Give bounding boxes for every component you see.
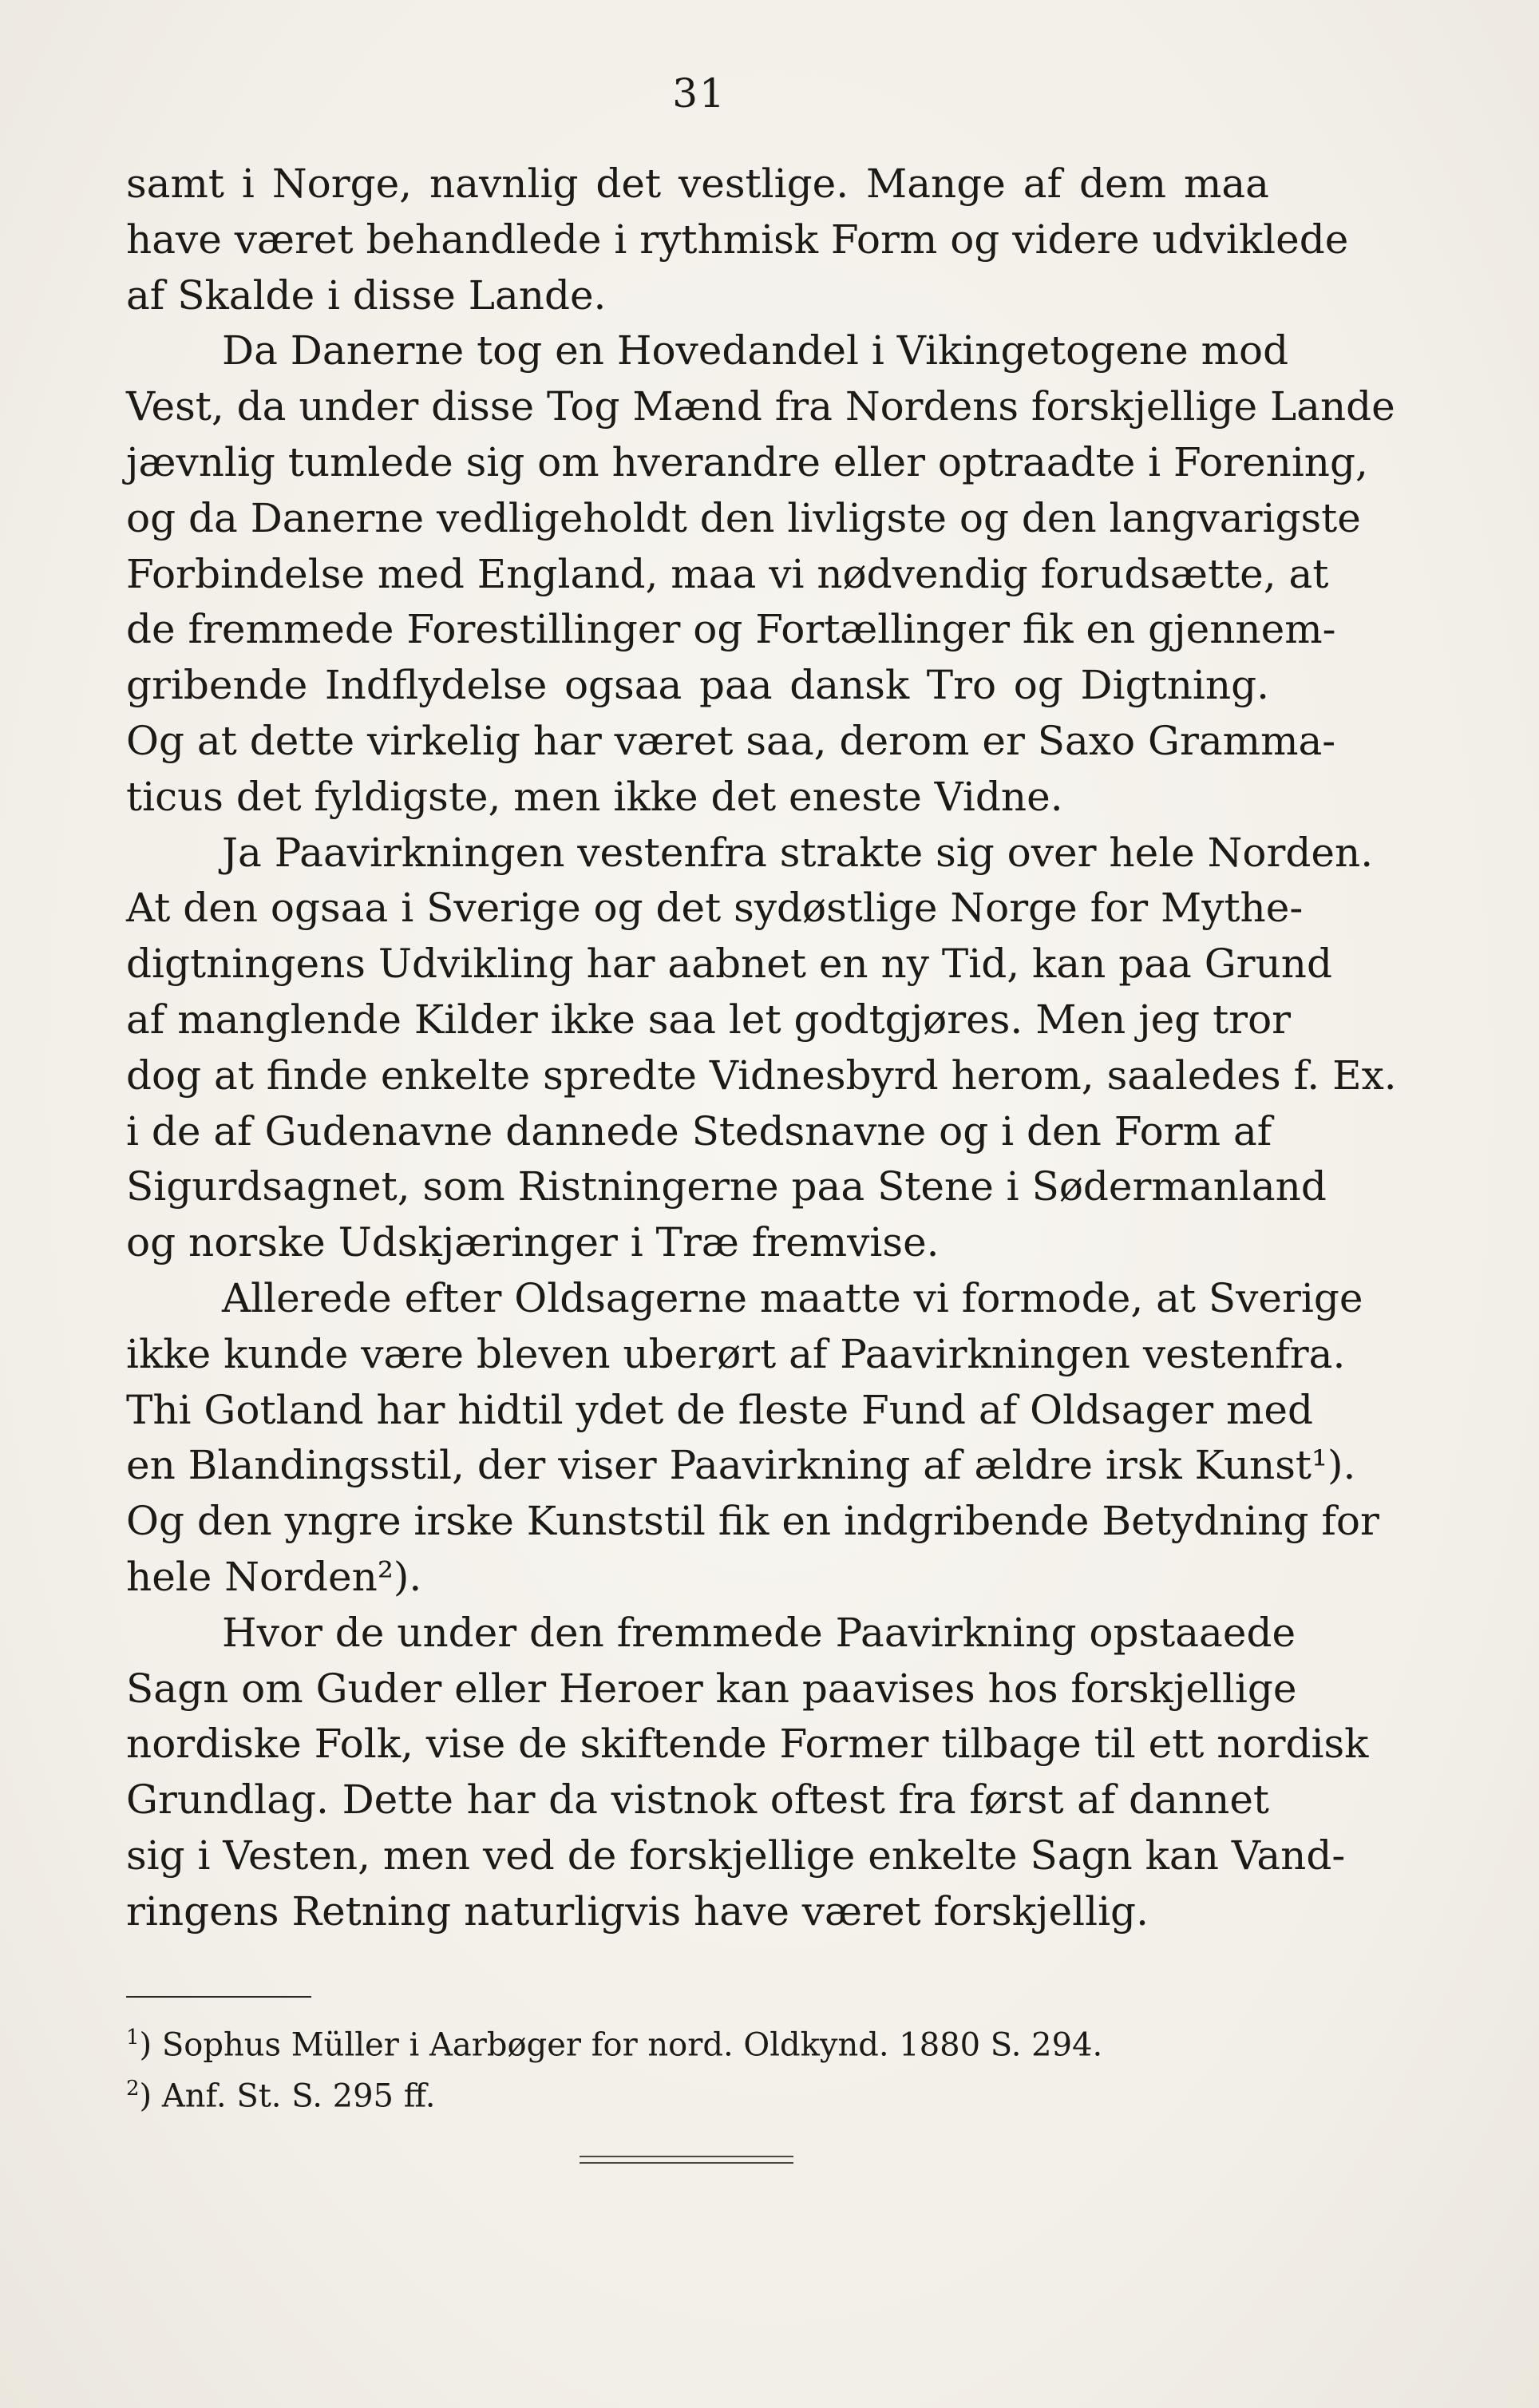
text-line: Grundlag. Dette har da vistnok oftest fra først af dannet	[126, 1776, 1269, 1824]
text-line: i de af Gudenavne dannede Stedsnavne og i den Form af	[126, 1107, 1272, 1154]
text-line: Forbindelse med England, maa vi nødvendig forudsætte, at	[126, 550, 1329, 597]
text-line: Ja Paavirkningen vestenfra strakte sig over hele Norden.	[222, 829, 1374, 876]
text-line: have været behandlede i rythmisk Form og videre udviklede	[126, 216, 1349, 263]
body-text	[126, 156, 1397, 1940]
paragraph-5	[126, 1606, 1369, 1940]
paragraph-1	[126, 156, 1349, 323]
text-line: og norske Udskjæringer i Træ fremvise.	[126, 1219, 940, 1266]
text-line: samt i Norge, navnlig det vestlige. Mange af dem maa	[126, 160, 1269, 207]
text-line: Da Danerne tog en Hovedandel i Vikingetogene mod	[222, 327, 1289, 374]
text-line: ticus det fyldigste, men ikke det eneste Vidne.	[126, 773, 1063, 820]
text-line: Allerede efter Oldsagerne maatte vi formode, at Sverige	[222, 1274, 1363, 1321]
footnote-mark: 1	[126, 2026, 140, 2050]
footnote-1	[126, 2012, 1269, 2063]
text-line: Hvor de under den fremmede Paavirkning opstaaede	[222, 1609, 1296, 1656]
text-line: gribende Indflydelse ogsaa paa dansk Tro og Digtning.	[126, 662, 1269, 709]
footnote-mark: 2	[126, 2077, 140, 2101]
text-line: dog at finde enkelte spredte Vidnesbyrd herom, saaledes f. Ex.	[126, 1052, 1397, 1099]
page-number: 31	[672, 70, 726, 117]
text-line: af manglende Kilder ikke saa let godtgjøres. Men jeg tror	[126, 996, 1292, 1043]
paragraph-3	[126, 826, 1397, 1271]
text-line: digtningens Udvikling har aabnet en ny Tid, kan paa Grund	[126, 941, 1332, 988]
text-line: Og at dette virkelig har været saa, derom er Saxo Gramma-	[126, 717, 1336, 764]
text-line: de fremmede Forestillinger og Fortællinger fik en gjennem-	[126, 606, 1336, 653]
footnote-2	[126, 2063, 1269, 2114]
text-line: nordiske Folk, vise de skiftende Former tilbage til ett nordisk	[126, 1721, 1369, 1768]
text-line: Thi Gotland har hidtil ydet de fleste Fund af Oldsager med	[126, 1386, 1314, 1433]
footnote-divider	[126, 1996, 311, 1998]
footnotes	[126, 2012, 1269, 2114]
text-line: Og den yngre irske Kunststil fik en indgribende Betydning for	[126, 1498, 1379, 1545]
text-line: Sigurdsagnet, som Ristningerne paa Stene i Sødermanland	[126, 1163, 1327, 1210]
text-line: hele Norden²).	[126, 1553, 422, 1600]
text-line: og da Danerne vedligeholdt den livligste og den langvarigste	[126, 494, 1361, 541]
end-ornament-rule	[580, 2156, 793, 2157]
text-line: At den ogsaa i Sverige og det sydøstlige Norge for Mythe-	[126, 885, 1304, 932]
text-line: ringens Retning naturligvis have været forskjellig.	[126, 1887, 1149, 1935]
text-line: en Blandingsstil, der viser Paavirkning af ældre irsk Kunst¹).	[126, 1442, 1356, 1489]
end-ornament-rule	[580, 2162, 793, 2164]
footnote-text: ) Sophus Müller i Aarbøger for nord. Oldkynd. 1880 S. 294.	[139, 2026, 1103, 2064]
text-line: af Skalde i disse Lande.	[126, 271, 607, 319]
text-line: Sagn om Guder eller Heroer kan paavises hos forskjellige	[126, 1665, 1297, 1712]
text-line: Vest, da under disse Tog Mænd fra Nordens forskjellige Lande	[126, 383, 1395, 430]
footnote-text: ) Anf. St. S. 295 ff.	[139, 2077, 436, 2115]
paragraph-2	[126, 323, 1395, 825]
text-line: sig i Vesten, men ved de forskjellige enkelte Sagn kan Vand-	[126, 1832, 1346, 1879]
text-line: ikke kunde være bleven uberørt af Paavirkningen vestenfra.	[126, 1330, 1346, 1377]
paragraph-4	[126, 1271, 1379, 1606]
text-line: jævnlig tumlede sig om hverandre eller optraadte i Forening,	[126, 438, 1368, 485]
